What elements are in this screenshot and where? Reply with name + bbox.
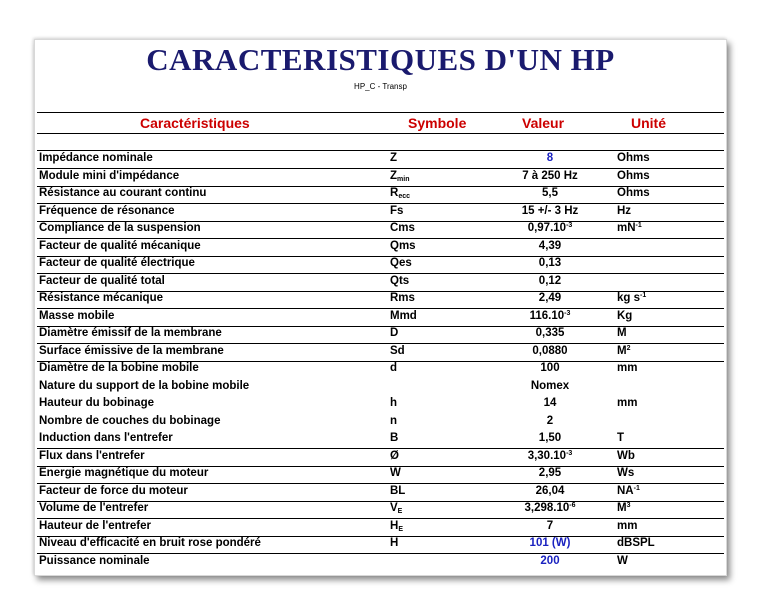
- characteristic-cell: [39, 275, 165, 287]
- cell-text: NA: [617, 484, 634, 497]
- unit-cell: [617, 187, 650, 199]
- value-cell: [485, 432, 615, 444]
- subscript: E: [398, 525, 403, 533]
- symbol-cell: [390, 275, 409, 287]
- cell-text: Facteur de qualité total: [39, 274, 165, 287]
- cell-text: W: [390, 467, 401, 479]
- unit-cell: [617, 397, 637, 409]
- superscript: 2: [626, 344, 631, 352]
- value-cell: [485, 240, 615, 252]
- table-row: [37, 414, 724, 431]
- unit-cell: [617, 205, 631, 217]
- value-cell: [485, 257, 615, 269]
- symbol-cell: [390, 362, 397, 374]
- characteristic-cell: [39, 485, 188, 497]
- cell-text: Fs: [390, 204, 404, 217]
- table-row: [37, 536, 724, 554]
- symbol-cell: [390, 520, 403, 533]
- characteristic-cell: [39, 380, 249, 392]
- table-row: [37, 501, 724, 519]
- cell-text: Rms: [390, 292, 415, 304]
- cell-text: Z: [390, 152, 398, 164]
- characteristic-cell: [39, 450, 145, 462]
- cell-text: 0,335: [535, 327, 565, 339]
- unit-cell: [617, 327, 627, 339]
- cell-text: Surface émissive de la membrane: [39, 344, 224, 357]
- symbol-cell: [390, 502, 402, 515]
- cell-text: Kg: [617, 309, 633, 322]
- table-row: [37, 484, 724, 502]
- cell-text: 8: [546, 152, 554, 164]
- table-row: [37, 239, 724, 257]
- characteristic-cell: [39, 415, 220, 427]
- unit-cell: [617, 362, 637, 374]
- table-row: [37, 449, 724, 467]
- symbol-cell: [390, 467, 401, 479]
- cell-text: Cms: [390, 222, 415, 234]
- value-cell: [485, 205, 615, 217]
- unit-cell: [617, 345, 631, 357]
- cell-text: Energie magnétique du moteur: [39, 467, 209, 479]
- spec-sheet: [34, 39, 727, 576]
- header-characteristics: Caractéristiques: [140, 115, 250, 131]
- page-subtitle: HP_C - Transp: [354, 82, 407, 91]
- table-row: [37, 221, 724, 239]
- cell-text: W: [617, 554, 628, 567]
- value-cell: [485, 485, 615, 497]
- symbol-cell: [390, 205, 403, 217]
- characteristic-cell: [39, 432, 173, 444]
- superscript: -3: [564, 309, 571, 317]
- characteristic-cell: [39, 152, 153, 164]
- cell-text: Facteur de force du moteur: [39, 484, 188, 497]
- unit-cell: [617, 450, 635, 462]
- symbol-cell: [390, 415, 397, 427]
- cell-text: 2: [546, 414, 554, 427]
- symbol-cell: [390, 187, 410, 200]
- unit-cell: [617, 170, 650, 182]
- cell-text: n: [390, 414, 398, 427]
- characteristic-cell: [39, 170, 179, 182]
- cell-text: R: [390, 187, 399, 199]
- symbol-cell: [390, 240, 416, 252]
- cell-text: Qes: [390, 257, 412, 269]
- cell-text: M: [617, 327, 627, 339]
- symbol-cell: [390, 327, 398, 339]
- cell-text: Puissance nominale: [39, 554, 150, 567]
- characteristic-cell: [39, 537, 261, 549]
- cell-text: Hauteur du bobinage: [39, 397, 154, 409]
- unit-cell: [617, 537, 655, 549]
- cell-text: Ø: [390, 449, 399, 462]
- cell-text: 15 +/- 3 Hz: [521, 204, 579, 217]
- cell-text: 116.10: [529, 309, 565, 322]
- value-cell: [485, 152, 615, 164]
- characteristic-cell: [39, 362, 199, 374]
- cell-text: Z: [390, 169, 398, 182]
- cell-text: H: [390, 537, 399, 549]
- symbol-cell: [390, 450, 399, 462]
- cell-text: Facteur de qualité électrique: [39, 257, 195, 269]
- header-unit: Unité: [631, 115, 666, 131]
- table-row: [37, 431, 724, 449]
- unit-cell: [617, 467, 634, 479]
- symbol-cell: [390, 292, 415, 304]
- header-symbol: Symbole: [408, 115, 467, 131]
- value-cell: [485, 170, 615, 182]
- cell-text: Induction dans l'entrefer: [39, 432, 173, 444]
- value-cell: [485, 467, 615, 479]
- cell-text: 5,5: [542, 187, 558, 199]
- table-row: [37, 309, 724, 327]
- cell-text: d: [390, 362, 398, 374]
- table-row: [37, 344, 724, 362]
- cell-text: Facteur de qualité mécanique: [39, 239, 201, 252]
- value-cell: [485, 537, 615, 549]
- superscript: -6: [569, 502, 576, 509]
- table-row: [37, 326, 724, 344]
- cell-text: M: [617, 502, 627, 514]
- cell-text: 100: [540, 362, 560, 374]
- unit-cell: [617, 152, 650, 164]
- cell-text: Nombre de couches du bobinage: [39, 414, 221, 427]
- table-row: [37, 186, 724, 204]
- value-cell: [485, 222, 615, 234]
- cell-text: kg s: [617, 292, 641, 304]
- cell-text: 2,95: [538, 467, 562, 479]
- characteristic-cell: [39, 240, 201, 252]
- cell-text: Hauteur de l'entrefer: [39, 519, 152, 532]
- cell-text: Impédance nominale: [39, 152, 153, 164]
- value-cell: [485, 292, 615, 304]
- symbol-cell: [390, 310, 417, 322]
- value-cell: [485, 345, 615, 357]
- superscript: -3: [566, 222, 573, 229]
- cell-text: Niveau d'efficacité en bruit rose pondéré: [39, 537, 261, 549]
- cell-text: Ohms: [617, 169, 650, 182]
- value-cell: [485, 555, 615, 567]
- value-cell: [485, 520, 615, 532]
- superscript: -1: [635, 222, 642, 229]
- cell-text: h: [390, 397, 398, 409]
- characteristic-cell: [39, 310, 114, 322]
- characteristic-cell: [39, 327, 222, 339]
- table-row: [37, 151, 724, 169]
- characteristic-cell: [39, 345, 224, 357]
- value-cell: [485, 187, 615, 199]
- superscript: -3: [566, 449, 573, 457]
- subscript: E: [397, 508, 403, 515]
- cell-text: T: [617, 432, 625, 444]
- table-row: [37, 291, 724, 309]
- cell-text: M: [617, 344, 627, 357]
- page-title: CARACTERISTIQUES D'UN HP: [146, 42, 615, 77]
- cell-text: 14: [543, 397, 557, 409]
- cell-text: 0,97.10: [527, 222, 567, 234]
- cell-text: 4,39: [538, 239, 562, 252]
- unit-cell: [617, 485, 640, 497]
- cell-text: Résistance au courant continu: [39, 187, 207, 199]
- cell-text: D: [390, 327, 399, 339]
- symbol-cell: [390, 345, 405, 357]
- cell-text: 3,298.10: [524, 502, 570, 514]
- table-row: [37, 466, 724, 484]
- table-row: [37, 169, 724, 187]
- cell-text: Mmd: [390, 309, 417, 322]
- superscript: -1: [633, 484, 640, 492]
- characteristic-cell: [39, 467, 208, 479]
- cell-text: V: [390, 502, 398, 514]
- cell-text: Fréquence de résonance: [39, 204, 175, 217]
- table-row: [37, 204, 724, 222]
- cell-text: BL: [390, 484, 406, 497]
- subscript: ecc: [398, 193, 410, 200]
- header-value: Valeur: [522, 115, 565, 131]
- cell-text: 0,0880: [532, 344, 568, 357]
- cell-text: Masse mobile: [39, 309, 115, 322]
- cell-text: 1,50: [538, 432, 562, 444]
- value-cell: [485, 380, 615, 392]
- cell-text: Hz: [617, 204, 632, 217]
- cell-text: Nomex: [530, 379, 570, 392]
- characteristic-cell: [39, 555, 150, 567]
- symbol-cell: [390, 432, 398, 444]
- symbol-cell: [390, 537, 398, 549]
- cell-text: Volume de l'entrefer: [39, 502, 149, 514]
- symbol-cell: [390, 152, 397, 164]
- cell-text: Qts: [390, 274, 410, 287]
- table-row: [37, 379, 724, 396]
- superscript: 3: [626, 502, 631, 509]
- symbol-cell: [390, 170, 409, 183]
- cell-text: Compliance de la suspension: [39, 222, 201, 234]
- cell-text: 0,12: [538, 274, 562, 287]
- cell-text: Ohms: [617, 152, 650, 164]
- characteristic-cell: [39, 222, 201, 234]
- cell-text: dBSPL: [617, 537, 655, 549]
- cell-text: mm: [617, 397, 638, 409]
- table-row: [37, 396, 724, 413]
- cell-text: Nature du support de la bobine mobile: [39, 379, 250, 392]
- symbol-cell: [390, 222, 415, 234]
- symbol-cell: [390, 257, 412, 269]
- characteristic-cell: [39, 205, 175, 217]
- value-cell: [485, 327, 615, 339]
- cell-text: Qms: [390, 239, 416, 252]
- cell-text: 0,13: [538, 257, 562, 269]
- value-cell: [485, 502, 615, 514]
- cell-text: 200: [540, 554, 560, 567]
- cell-text: 101 (W): [529, 537, 571, 549]
- value-cell: [485, 310, 615, 322]
- cell-text: Diamètre émissif de la membrane: [39, 327, 222, 339]
- value-cell: [485, 362, 615, 374]
- subscript: min: [397, 175, 410, 183]
- table-row: [37, 256, 724, 274]
- cell-text: 2,49: [538, 292, 562, 304]
- cell-text: 7: [546, 519, 554, 532]
- cell-text: B: [390, 432, 399, 444]
- header-bottom-rule: [37, 133, 724, 134]
- unit-cell: [617, 520, 637, 532]
- superscript: -1: [640, 292, 647, 299]
- value-cell: [485, 397, 615, 409]
- cell-text: mm: [617, 519, 638, 532]
- cell-text: H: [390, 519, 399, 532]
- value-cell: [485, 450, 615, 462]
- header-top-rule: [37, 112, 724, 113]
- unit-cell: [617, 292, 646, 304]
- symbol-cell: [390, 397, 397, 409]
- table-row: [37, 519, 724, 537]
- unit-cell: [617, 222, 642, 234]
- table-row: [37, 554, 724, 571]
- characteristic-cell: [39, 187, 206, 199]
- unit-cell: [617, 555, 628, 567]
- unit-cell: [617, 310, 632, 322]
- characteristic-cell: [39, 520, 151, 532]
- unit-cell: [617, 502, 631, 514]
- cell-text: mm: [617, 362, 638, 374]
- cell-text: mN: [617, 222, 636, 234]
- cell-text: Sd: [390, 344, 405, 357]
- symbol-cell: [390, 485, 405, 497]
- characteristic-cell: [39, 292, 163, 304]
- cell-text: 7 à 250 Hz: [522, 169, 578, 182]
- value-cell: [485, 415, 615, 427]
- characteristic-cell: [39, 502, 148, 514]
- cell-text: Ws: [617, 467, 635, 479]
- cell-text: Wb: [617, 449, 635, 462]
- cell-text: Diamètre de la bobine mobile: [39, 362, 199, 374]
- characteristic-cell: [39, 257, 195, 269]
- cell-text: Résistance mécanique: [39, 292, 164, 304]
- cell-text: 26,04: [535, 484, 565, 497]
- cell-text: Flux dans l'entrefer: [39, 449, 145, 462]
- table-row: [37, 274, 724, 292]
- value-cell: [485, 275, 615, 287]
- cell-text: 3,30.10: [527, 449, 567, 462]
- characteristic-cell: [39, 397, 154, 409]
- cell-text: Ohms: [617, 187, 650, 199]
- cell-text: Module mini d'impédance: [39, 169, 180, 182]
- unit-cell: [617, 432, 624, 444]
- table-row: [37, 361, 724, 378]
